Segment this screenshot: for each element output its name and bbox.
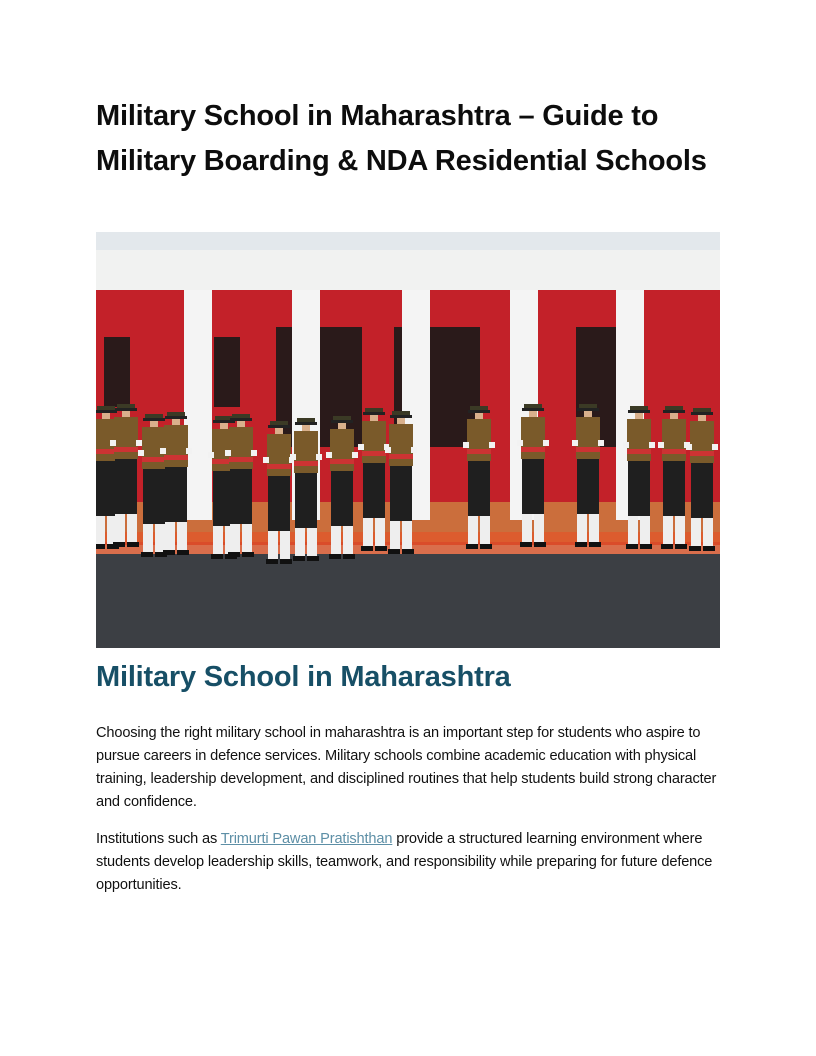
paragraph-text: Institutions such as bbox=[96, 831, 221, 847]
intro-paragraph: Choosing the right military school in maharashtra is an important step for students who aspire to pursue careers in defence services. Military schools combine academic education with physical training, leadership development, and disciplined routines that help students build strong character and confidence. bbox=[96, 725, 717, 810]
institutions-paragraph bbox=[96, 828, 726, 897]
page-title: Military School in Maharashtra – Guide to Military Boarding & NDA Residential Schools bbox=[96, 100, 707, 177]
trimurti-pawan-pratishthan-link[interactable]: Trimurti Pawan Pratishthan bbox=[220, 831, 393, 847]
cadets-photo-illustration bbox=[96, 232, 720, 648]
cadets-photo bbox=[96, 232, 720, 648]
section-heading: Military School in Maharashtra bbox=[96, 661, 511, 693]
paragraph-text: provide a structured learning environment where students develop leadership skills, teamwork, and responsibility while preparing for future defence opportunities. bbox=[96, 831, 713, 893]
